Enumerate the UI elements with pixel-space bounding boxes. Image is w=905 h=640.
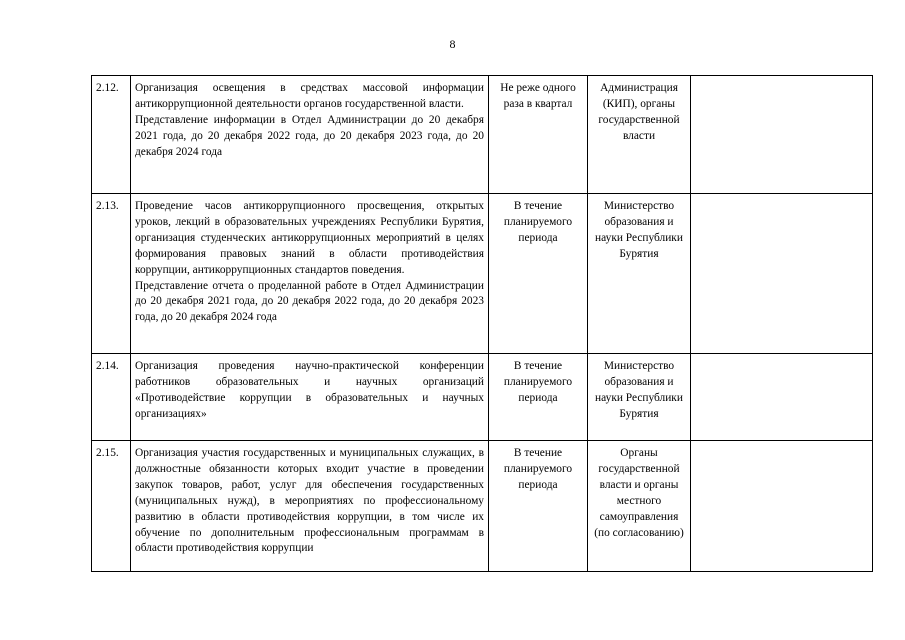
row-number: 2.15. [92, 441, 131, 572]
description-paragraph: Представление отчета о проделанной работе в Отдел Администрации до 20 декабря 2021 года, до 20 декабря 2022 года, до 20 декабря 2023 года, до 20 декабря 2024 года [135, 279, 484, 324]
description-paragraph: Представление информации в Отдел Администрации до 20 декабря 2021 года, до 20 декабря 2022 года, до 20 декабря 2023 года, до 20 декабря 2024 года [135, 113, 484, 158]
empty-cell [691, 194, 873, 354]
measure-responsible: Министерство образования и науки Республики Бурятия [588, 194, 691, 354]
measure-term: В течение планируемого периода [489, 354, 588, 441]
page-number: 8 [449, 37, 456, 51]
description-paragraph: Организация участия государственных и муниципальных служащих, в должностные обязанности которых входит участие в проведении закупок товаров, работ, услуг для обеспечения государственных (муниципальных нужд), в мероприятиях по профессиональному развитию в области противодействия коррупции, в том числе их обучение по дополнительным профессиональным программам в области противодействия коррупции [135, 447, 484, 555]
row-number: 2.14. [92, 354, 131, 441]
empty-cell [691, 354, 873, 441]
row-number: 2.12. [92, 76, 131, 194]
measure-description [131, 194, 489, 354]
measure-description [131, 441, 489, 572]
measure-responsible: Администрация (КИП), органы государственной власти [588, 76, 691, 194]
table-row [92, 76, 873, 194]
empty-cell [691, 441, 873, 572]
measure-responsible: Органы государственной власти и органы местного самоуправления (по согласованию) [588, 441, 691, 572]
table-row [92, 354, 873, 441]
measures-table [91, 75, 873, 572]
measure-responsible: Министерство образования и науки Республики Бурятия [588, 354, 691, 441]
measure-term: В течение планируемого периода [489, 441, 588, 572]
empty-cell [691, 76, 873, 194]
measure-description [131, 354, 489, 441]
description-paragraph: Организация освещения в средствах массовой информации антикоррупционной деятельности органов государственной власти. [135, 82, 484, 110]
row-number: 2.13. [92, 194, 131, 354]
description-paragraph: Организация проведения научно-практической конференции работников образовательных и научных организаций «Противодействие коррупции в образовательных и научных организациях» [135, 360, 484, 420]
measure-term: Не реже одного раза в квартал [489, 76, 588, 194]
description-paragraph: Проведение часов антикоррупционного просвещения, открытых уроков, лекций в образовательных учреждениях Республики Бурятия, организация студенческих антикоррупционных мероприятий в целях формирования правовых знаний в области противодействия коррупции, антикоррупционных стандартов поведения. [135, 200, 484, 276]
measure-description [131, 76, 489, 194]
table-row [92, 194, 873, 354]
table-row [92, 441, 873, 572]
measure-term: В течение планируемого периода [489, 194, 588, 354]
